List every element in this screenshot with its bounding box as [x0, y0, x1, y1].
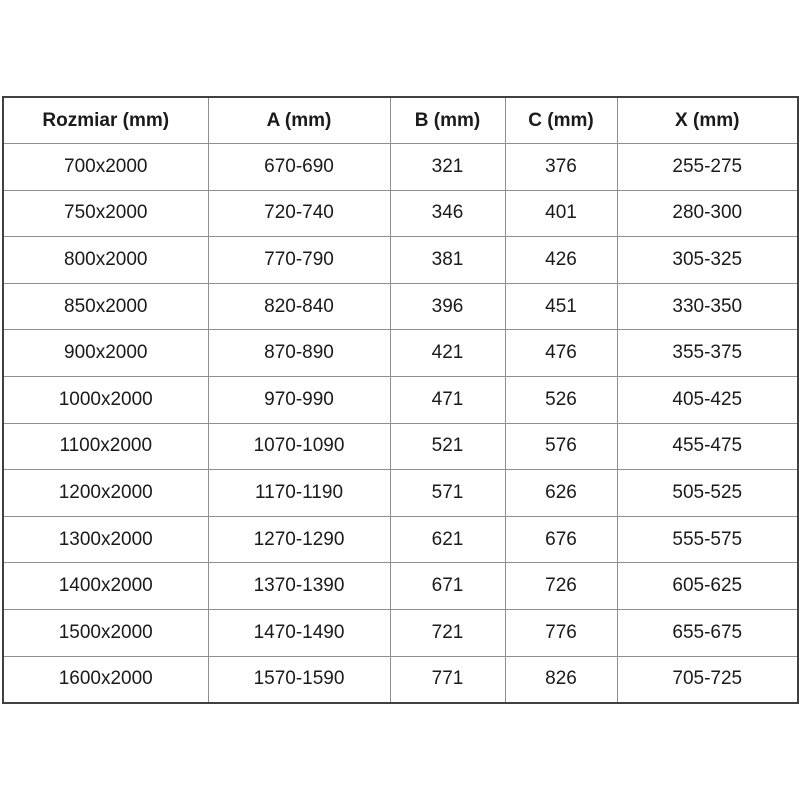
cell-x: 505-525 — [617, 470, 798, 517]
table-row — [3, 330, 798, 377]
column-header-a: A (mm) — [208, 97, 390, 144]
cell-b: 521 — [390, 423, 505, 470]
cell-x: 255-275 — [617, 144, 798, 191]
table-row — [3, 283, 798, 330]
cell-c: 451 — [505, 283, 617, 330]
cell-a: 670-690 — [208, 144, 390, 191]
cell-x: 280-300 — [617, 190, 798, 237]
cell-size: 850x2000 — [3, 283, 208, 330]
cell-x: 305-325 — [617, 237, 798, 284]
cell-b: 771 — [390, 656, 505, 703]
cell-c: 776 — [505, 610, 617, 657]
cell-x: 605-625 — [617, 563, 798, 610]
table-row — [3, 470, 798, 517]
cell-size: 1200x2000 — [3, 470, 208, 517]
cell-c: 476 — [505, 330, 617, 377]
table-row — [3, 144, 798, 191]
cell-size: 1600x2000 — [3, 656, 208, 703]
cell-a: 720-740 — [208, 190, 390, 237]
cell-b: 321 — [390, 144, 505, 191]
cell-size: 1500x2000 — [3, 610, 208, 657]
table-row — [3, 190, 798, 237]
cell-b: 346 — [390, 190, 505, 237]
cell-c: 726 — [505, 563, 617, 610]
cell-b: 421 — [390, 330, 505, 377]
cell-x: 355-375 — [617, 330, 798, 377]
cell-x: 705-725 — [617, 656, 798, 703]
column-header-x: X (mm) — [617, 97, 798, 144]
cell-size: 750x2000 — [3, 190, 208, 237]
table-row — [3, 516, 798, 563]
cell-c: 526 — [505, 377, 617, 424]
table-row — [3, 423, 798, 470]
cell-a: 1470-1490 — [208, 610, 390, 657]
column-header-rozmiar: Rozmiar (mm) — [3, 97, 208, 144]
cell-b: 471 — [390, 377, 505, 424]
cell-a: 970-990 — [208, 377, 390, 424]
cell-a: 1370-1390 — [208, 563, 390, 610]
table-row — [3, 610, 798, 657]
cell-size: 700x2000 — [3, 144, 208, 191]
cell-c: 676 — [505, 516, 617, 563]
cell-x: 555-575 — [617, 516, 798, 563]
table-row — [3, 377, 798, 424]
cell-size: 1100x2000 — [3, 423, 208, 470]
table-row — [3, 656, 798, 703]
cell-a: 1070-1090 — [208, 423, 390, 470]
cell-a: 1170-1190 — [208, 470, 390, 517]
cell-b: 721 — [390, 610, 505, 657]
column-header-b: B (mm) — [390, 97, 505, 144]
cell-size: 1000x2000 — [3, 377, 208, 424]
cell-c: 626 — [505, 470, 617, 517]
cell-x: 330-350 — [617, 283, 798, 330]
cell-size: 800x2000 — [3, 237, 208, 284]
table-row — [3, 237, 798, 284]
cell-size: 1400x2000 — [3, 563, 208, 610]
cell-a: 820-840 — [208, 283, 390, 330]
cell-b: 571 — [390, 470, 505, 517]
cell-c: 401 — [505, 190, 617, 237]
cell-a: 1570-1590 — [208, 656, 390, 703]
cell-x: 655-675 — [617, 610, 798, 657]
cell-a: 870-890 — [208, 330, 390, 377]
cell-size: 900x2000 — [3, 330, 208, 377]
cell-x: 455-475 — [617, 423, 798, 470]
cell-b: 621 — [390, 516, 505, 563]
size-specification-table — [2, 96, 799, 704]
header-row — [3, 97, 798, 144]
cell-a: 770-790 — [208, 237, 390, 284]
cell-b: 671 — [390, 563, 505, 610]
cell-size: 1300x2000 — [3, 516, 208, 563]
column-header-c: C (mm) — [505, 97, 617, 144]
cell-a: 1270-1290 — [208, 516, 390, 563]
cell-x: 405-425 — [617, 377, 798, 424]
cell-c: 426 — [505, 237, 617, 284]
cell-b: 396 — [390, 283, 505, 330]
cell-c: 576 — [505, 423, 617, 470]
table-row — [3, 563, 798, 610]
cell-c: 376 — [505, 144, 617, 191]
cell-b: 381 — [390, 237, 505, 284]
cell-c: 826 — [505, 656, 617, 703]
